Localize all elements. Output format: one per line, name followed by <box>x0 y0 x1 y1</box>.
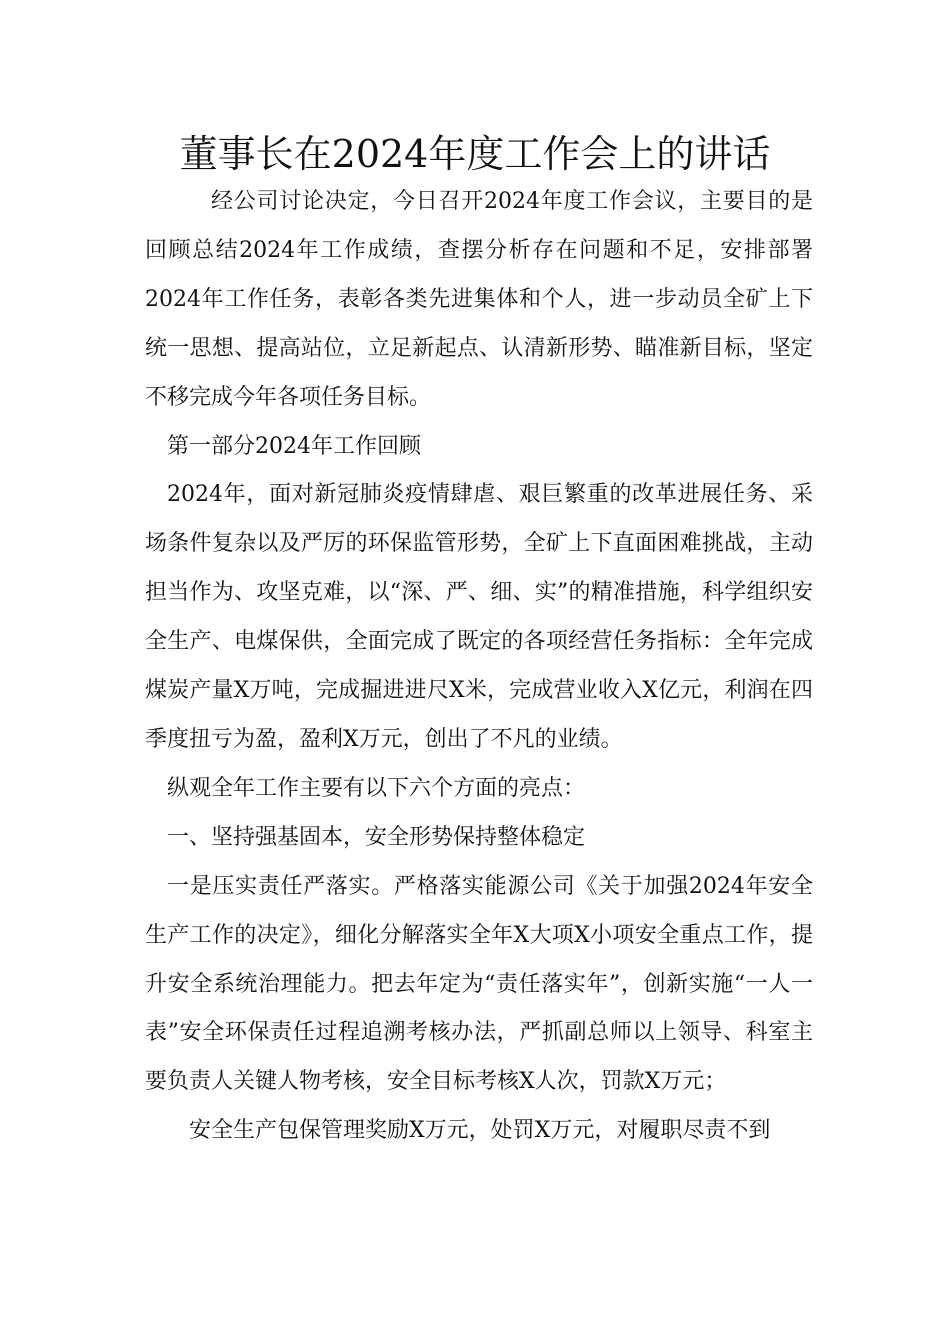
paragraph-responsibility: 一是压实责任严落实。严格落实能源公司《关于加强2024年安全生产工作的决定》，细化分解落实全年X大项X小项安全重点工作，提升安全系统治理能力。把去年定为“责任落实年”，创新实施“一人一表”安全环保责任过程追溯考核办法，严抓副总师以上领导、科室主要负责人关键人物考核，安全目标考核X人次，罚款X万元； <box>145 873 813 1095</box>
document-body <box>145 178 813 1156</box>
paragraph-intro: 经公司讨论决定，今日召开2024年度工作会议，主要目的是回顾总结2024年工作成绩，查摆分析存在问题和不足，安排部署2024年工作任务，表彰各类先进集体和个人，进一步动员全矿上下统一思想、提高站位，立足新起点、认清新形势、瞄准新目标，坚定不移完成今年各项任务目标。 <box>145 189 813 410</box>
paragraph-rewards: 安全生产包保管理奖励X万元，处罚X万元，对履职尽责不到 <box>189 1118 771 1144</box>
section-heading-safety: 一、坚持强基固本，安全形势保持整体稳定 <box>167 824 586 850</box>
section-heading-part-one: 第一部分2024年工作回顾 <box>167 433 421 459</box>
paragraph-highlights-intro: 纵观全年工作主要有以下六个方面的亮点： <box>167 775 586 801</box>
paragraph-review: 2024年，面对新冠肺炎疫情肆虐、艰巨繁重的改革进展任务、采场条件复杂以及严厉的环保监管形势，全矿上下直面困难挑战，主动担当作为、攻坚克难，以“深、严、细、实”的精准措施，科学组织安全生产、电煤保供，全面完成了既定的各项经营任务指标：全年完成煤炭产量X万吨，完成掘进进尺X米，完成营业收入X亿元，利润在四季度扭亏为盈，盈利X万元，创出了不凡的业绩。 <box>145 482 813 752</box>
document-title: 董事长在2024年度工作会上的讲话 <box>179 132 771 176</box>
